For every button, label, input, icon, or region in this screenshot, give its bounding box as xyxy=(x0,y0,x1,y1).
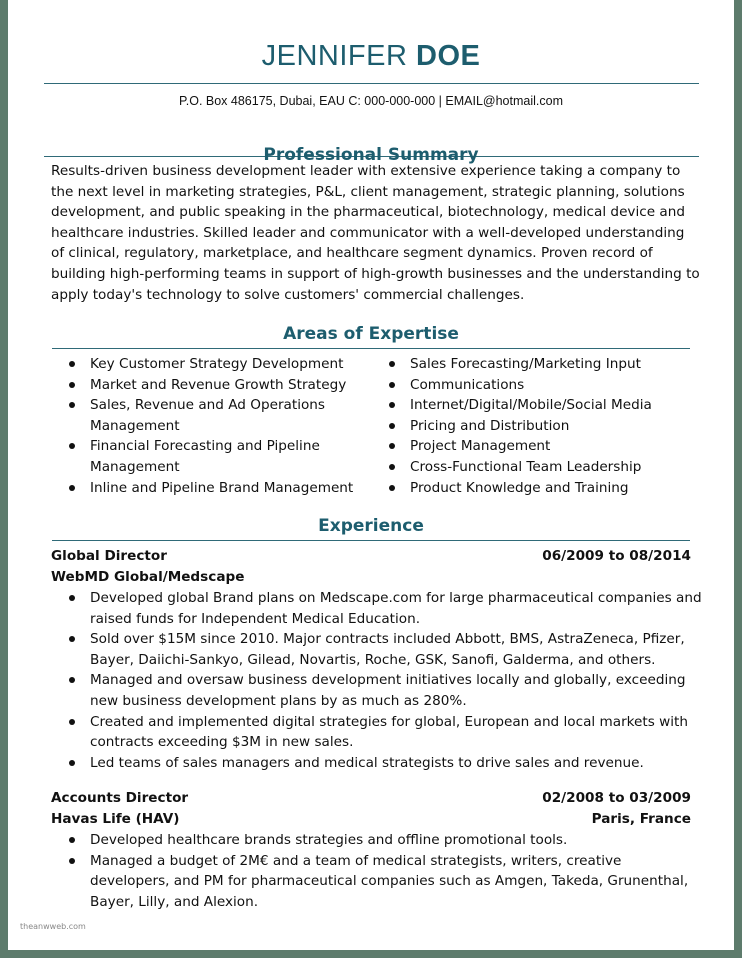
list-item: Market and Revenue Growth Strategy xyxy=(52,375,362,396)
candidate-name xyxy=(8,40,734,73)
resume-page xyxy=(8,0,734,950)
list-item: Communications xyxy=(372,375,702,396)
first-name: JENNIFER xyxy=(261,40,408,72)
list-item: Sold over $15M since 2010. Major contracts included Abbott, BMS, AstraZeneca, Pfizer, Bayer, Daiichi-Sankyo, Gilead, Novartis, Roche, GSK, Sanofi, Galderma, and others. xyxy=(52,629,702,670)
list-item: Cross-Functional Team Leadership xyxy=(372,457,702,478)
job-role: Global Director xyxy=(51,548,167,564)
expertise-rule xyxy=(52,348,690,349)
expertise-heading: Areas of Expertise xyxy=(283,324,459,344)
list-item: Financial Forecasting and Pipeline Management xyxy=(52,436,362,477)
contact-line: P.O. Box 486175, Dubai, EAU C: 000-000-000 | EMAIL@hotmail.com xyxy=(179,94,563,108)
experience-rule xyxy=(52,540,690,541)
job-bullets xyxy=(52,588,702,773)
job-company: WebMD Global/Medscape xyxy=(51,569,245,585)
expertise-list-left xyxy=(52,354,362,498)
list-item: Key Customer Strategy Development xyxy=(52,354,362,375)
job-company: Havas Life (HAV) xyxy=(51,811,180,827)
job-header xyxy=(51,790,691,806)
list-item: Managed and oversaw business development initiatives locally and globally, exceeding new business development plans by as much as 280%. xyxy=(52,670,702,711)
experience-heading: Experience xyxy=(318,516,424,536)
job-dates: 02/2008 to 03/2009 xyxy=(542,790,691,806)
list-item: Pricing and Distribution xyxy=(372,416,702,437)
list-item: Developed healthcare brands strategies and offline promotional tools. xyxy=(52,830,702,851)
list-item: Sales, Revenue and Ad Operations Management xyxy=(52,395,362,436)
list-item: Led teams of sales managers and medical strategists to drive sales and revenue. xyxy=(52,753,702,774)
list-item: Product Knowledge and Training xyxy=(372,478,702,499)
job-location: Paris, France xyxy=(591,811,691,827)
list-item: Developed global Brand plans on Medscape.com for large pharmaceutical companies and raised funds for Independent Medical Education. xyxy=(52,588,702,629)
job-dates: 06/2009 to 08/2014 xyxy=(542,548,691,564)
list-item: Inline and Pipeline Brand Management xyxy=(52,478,362,499)
expertise-list-right xyxy=(372,354,702,498)
summary-text: Results-driven business development leader with extensive experience taking a company to the next level in marketing strategies, P&L, client management, strategic planning, solutions development, and public speaking in the pharmaceutical, biotechnology, medical device and healthcare industries. Skilled leader and communicator with a well-developed understanding of clinical, regulatory, marketplace, and healthcare segment dynamics. Proven record of building high-performing teams in support of high-growth businesses and the understanding to apply today's technology to solve customers' commercial challenges. xyxy=(51,163,700,303)
job-role: Accounts Director xyxy=(51,790,189,806)
list-item: Project Management xyxy=(372,436,702,457)
watermark: theanwweb.com xyxy=(20,922,86,931)
job-company-row xyxy=(51,811,691,827)
job-company-row xyxy=(51,569,691,585)
list-item: Created and implemented digital strategies for global, European and local markets with contracts exceeding $3M in new sales. xyxy=(52,712,702,753)
job-header xyxy=(51,548,691,564)
job-bullets xyxy=(52,830,702,912)
last-name: DOE xyxy=(416,40,481,72)
list-item: Managed a budget of 2M€ and a team of medical strategists, writers, creative developers, and PM for pharmaceutical companies such as Amgen, Takeda, Grunenthal, Bayer, Lilly, and Alexion. xyxy=(52,851,702,913)
list-item: Sales Forecasting/Marketing Input xyxy=(372,354,702,375)
header-rule xyxy=(44,83,699,84)
list-item: Internet/Digital/Mobile/Social Media xyxy=(372,395,702,416)
summary-heading: Professional Summary xyxy=(263,145,479,165)
